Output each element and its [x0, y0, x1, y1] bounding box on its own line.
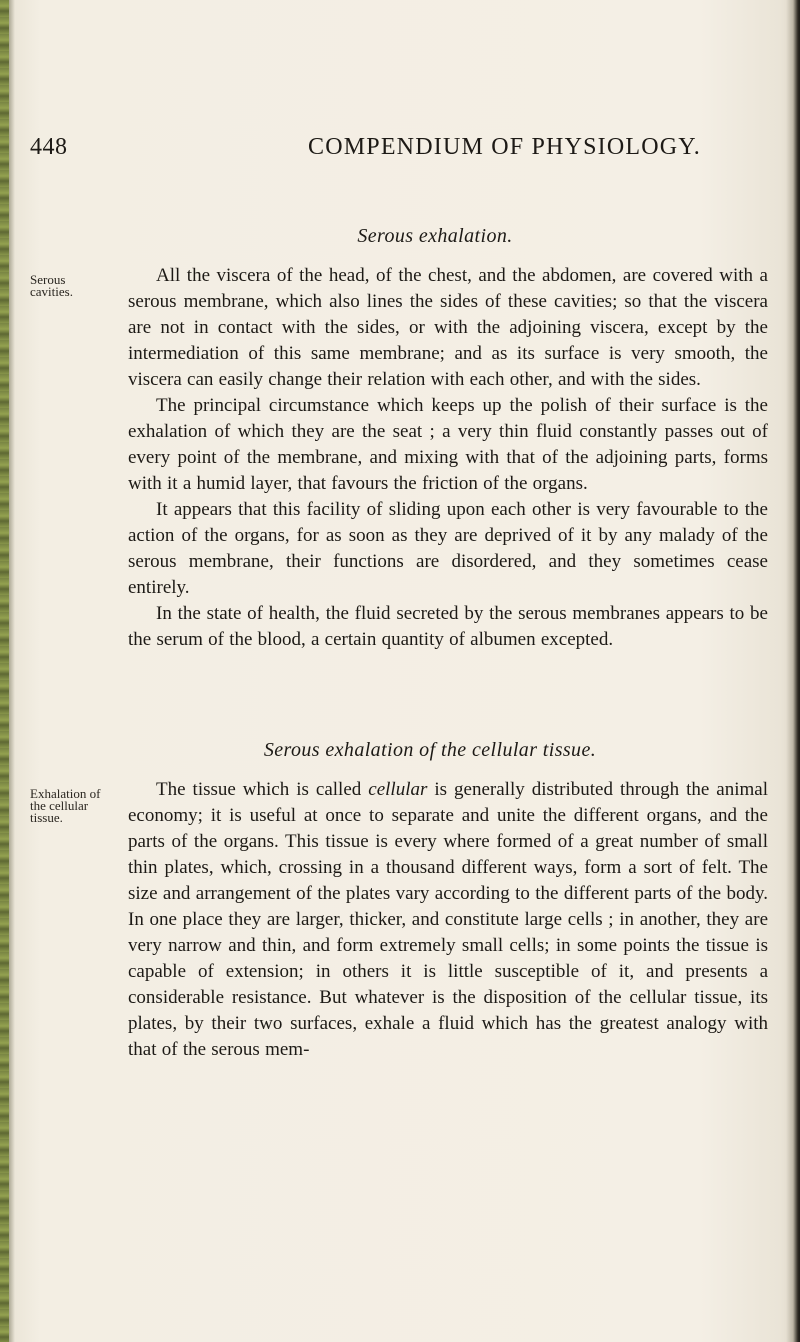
paragraph: The principal circumstance which keeps up the polish of their surface is the exhalation of which they are the seat ; a very thin fluid constantly passes out of every point of the membrane, and mixing with that of the adjoining parts, forms with it a humid layer, that favours the friction of the organs.: [128, 395, 768, 494]
paragraph-start: The tissue which is called: [156, 779, 369, 800]
section-heading-cellular-tissue: Serous exhalation of the cellular tissue.: [263, 739, 597, 761]
binding-shadow: [9, 0, 15, 1342]
section-body-serous-exhalation: [128, 263, 768, 653]
section-heading-serous-exhalation: Serous exhalation.: [357, 225, 513, 247]
page-number: 448: [30, 134, 68, 160]
section-body-cellular-tissue: [128, 777, 768, 1063]
margin-note-serous-cavities: Serous cavities.: [30, 272, 73, 299]
margin-note-exhalation-cellular-tissue: Exhalation of the cellular tissue.: [30, 786, 101, 825]
running-head: [0, 134, 800, 174]
paragraph: It appears that this facility of sliding upon each other is very favourable to the action of the organs, for as soon as they are deprived of it by any malady of the serous membrane, their functions are disordered, and they sometimes cease entirely.: [128, 499, 768, 598]
running-title: COMPENDIUM OF PHYSIOLOGY.: [308, 134, 701, 160]
paragraph-rest: is generally distributed through the animal economy; it is useful at once to separate and unite the different organs, and the parts of the organs. This tissue is every where formed of a great number of small thin plates, which, crossing in a thousand different ways, form a sort of felt. The size and arrangement of the plates vary according to the different parts of the body. In one place they are larger, thicker, and constitute large cells ; in another, they are very narrow and thin, and form extremely small cells; in some points the tissue is capable of extension; in others it is little susceptible of it, and presents a considerable resistance. But whatever is the disposition of the cellular tissue, its plates, by their two surfaces, exhale a fluid which has the greatest analogy with that of the serous mem-: [128, 779, 768, 1060]
emphasis-cellular: cellular: [368, 779, 428, 800]
book-binding-edge: [0, 0, 9, 1342]
paragraph: [128, 777, 768, 1063]
paragraph: In the state of health, the fluid secreted by the serous membranes appears to be the serum of the blood, a certain quantity of albumen excepted.: [128, 603, 768, 650]
page-right-edge: [786, 0, 800, 1342]
paragraph: All the viscera of the head, of the chest, and the abdomen, are covered with a serous membrane, which also lines the sides of these cavities; so that the viscera are not in contact with the sides, or with the adjoining viscera, except by the intermediation of this same membrane; and as its surface is very smooth, the viscera can easily change their relation with each other, and with the sides.: [128, 265, 768, 390]
